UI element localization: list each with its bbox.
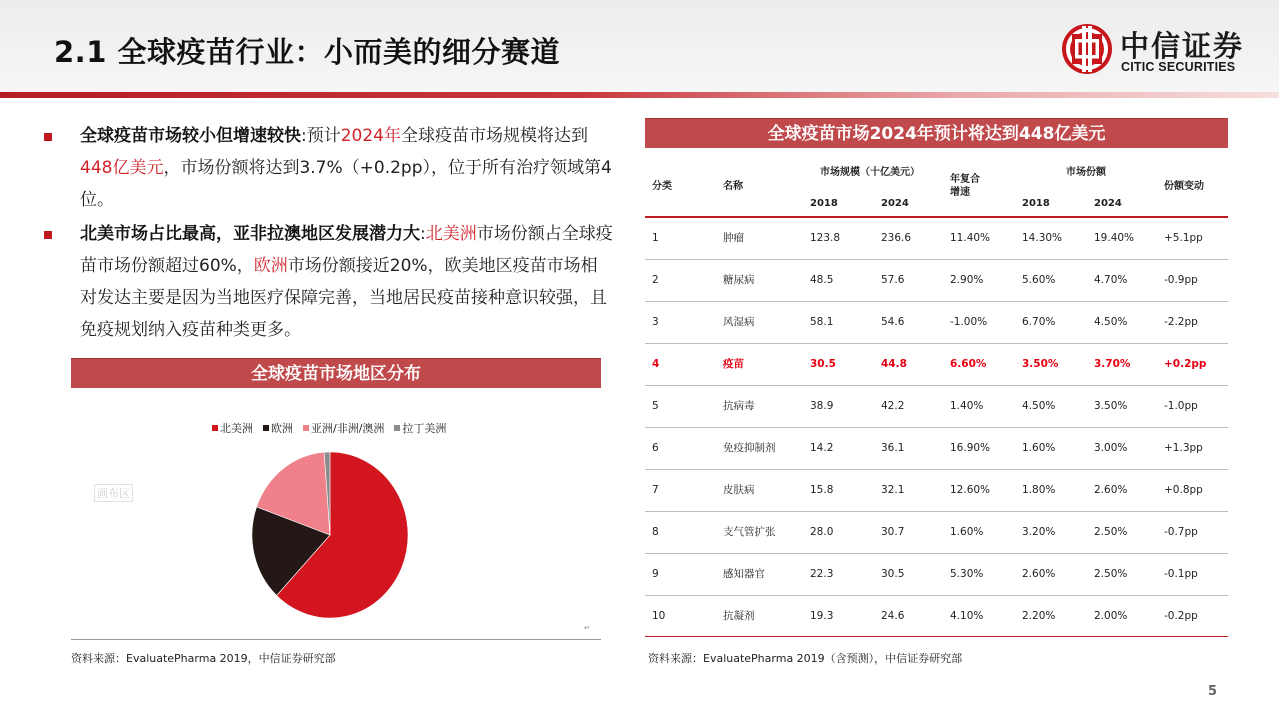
- cell-size-2024: 30.7: [881, 526, 905, 538]
- cell-share-2018: 5.60%: [1022, 274, 1056, 286]
- cell-name: 皮肤病: [723, 484, 755, 496]
- cell-share-2024: 4.70%: [1094, 274, 1128, 286]
- right-source-note: 资料来源：EvaluatePharma 2019（含预测），中信证券研究部: [648, 652, 963, 665]
- left-source-note: 资料来源：EvaluatePharma 2019，中信证券研究部: [71, 652, 336, 665]
- th-share-2018: 2018: [1022, 198, 1050, 209]
- cell-size-2018: 28.0: [810, 526, 834, 538]
- cell-share-2024: 3.50%: [1094, 400, 1128, 412]
- bullet-list: [44, 120, 614, 348]
- cell-cagr: 2.90%: [950, 274, 984, 286]
- cell-share-2018: 3.20%: [1022, 526, 1056, 538]
- cell-rank: 5: [652, 400, 659, 412]
- cell-share-change: -0.2pp: [1164, 610, 1198, 622]
- bullet-text: :预计: [301, 126, 341, 146]
- legend-label: 北美洲: [220, 422, 253, 435]
- bullet-item: [44, 120, 614, 216]
- cell-share-2024: 2.60%: [1094, 484, 1128, 496]
- cell-rank: 7: [652, 484, 659, 496]
- cell-size-2018: 22.3: [810, 568, 834, 580]
- cell-cagr: 1.40%: [950, 400, 984, 412]
- legend-item: [394, 420, 446, 436]
- cell-share-2024: 4.50%: [1094, 316, 1128, 328]
- cell-name: 疫苗: [723, 358, 744, 370]
- cell-name: 支气管扩张: [723, 526, 776, 538]
- th-share-2024: 2024: [1094, 198, 1122, 209]
- region-pie-chart: [250, 450, 410, 620]
- cell-share-2018: 1.60%: [1022, 442, 1056, 454]
- cell-share-2024: 3.00%: [1094, 442, 1128, 454]
- cell-share-2024: 3.70%: [1094, 358, 1131, 370]
- bullet-item: [44, 218, 614, 346]
- legend-label: 亚洲/非洲/澳洲: [311, 422, 385, 435]
- cell-share-2024: 2.00%: [1094, 610, 1128, 622]
- bullet-highlight: 北美洲: [425, 224, 477, 244]
- pie-legend: [212, 420, 446, 436]
- cell-share-change: +1.3pp: [1164, 442, 1203, 454]
- cell-share-2018: 1.80%: [1022, 484, 1056, 496]
- cell-size-2024: 57.6: [881, 274, 905, 286]
- table-row: [645, 218, 1228, 260]
- bullet-square-icon: [44, 133, 52, 141]
- cell-share-change: -0.7pp: [1164, 526, 1198, 538]
- th-market-share: 市场份额: [1066, 167, 1106, 178]
- legend-swatch: [394, 425, 400, 431]
- cell-cagr: 1.60%: [950, 526, 984, 538]
- bullet-highlight: 2024年: [340, 126, 401, 146]
- cell-rank: 3: [652, 316, 659, 328]
- cell-name: 感知器官: [723, 568, 765, 580]
- cell-size-2024: 30.5: [881, 568, 905, 580]
- cell-size-2018: 48.5: [810, 274, 834, 286]
- table-row: [645, 470, 1228, 512]
- th-name: 名称: [723, 181, 743, 192]
- cell-size-2024: 24.6: [881, 610, 905, 622]
- cell-rank: 4: [652, 358, 660, 370]
- cell-rank: 9: [652, 568, 659, 580]
- cell-size-2024: 42.2: [881, 400, 905, 412]
- cell-cagr: 11.40%: [950, 232, 991, 244]
- cell-cagr: 4.10%: [950, 610, 984, 622]
- th-cagr-line2: 增速: [950, 187, 970, 198]
- cell-share-2018: 14.30%: [1022, 232, 1063, 244]
- cell-size-2018: 123.8: [810, 232, 841, 244]
- bullet-text: 市场份额占全球疫苗市场份额超过60%，: [80, 224, 613, 276]
- cell-size-2018: 58.1: [810, 316, 834, 328]
- bullet-lead: 北美市场占比最高，亚非拉澳地区发展潜力大: [80, 224, 420, 244]
- pie-panel-title: 全球疫苗市场地区分布: [71, 358, 601, 388]
- cell-size-2018: 15.8: [810, 484, 834, 496]
- table-row: [645, 302, 1228, 344]
- cell-cagr: 16.90%: [950, 442, 991, 454]
- table-row: [645, 428, 1228, 470]
- cell-share-change: -0.1pp: [1164, 568, 1198, 580]
- logo-chinese-text: 中信证券: [1120, 29, 1245, 63]
- cell-share-2018: 2.20%: [1022, 610, 1056, 622]
- cell-share-2018: 2.60%: [1022, 568, 1056, 580]
- cell-share-change: -1.0pp: [1164, 400, 1198, 412]
- bullet-highlight: 448亿美元: [80, 158, 164, 178]
- cell-name: 免疫抑制剂: [723, 442, 776, 454]
- cell-name: 肿瘤: [723, 232, 744, 244]
- bullet-text: 市场份额接近20%，欧美地区疫苗市场相对发达主要是因为当地医疗保障完善，当地居民疫苗接种意识较强，且免疫规划纳入疫苗种类更多。: [80, 256, 607, 340]
- cell-rank: 2: [652, 274, 659, 286]
- cell-rank: 6: [652, 442, 659, 454]
- citic-logo-icon: [1060, 22, 1114, 76]
- table-row: [645, 554, 1228, 596]
- cell-share-change: -2.2pp: [1164, 316, 1198, 328]
- legend-item: [263, 420, 293, 436]
- cell-name: 抗凝剂: [723, 610, 755, 622]
- bullet-text: 全球疫苗市场规模将达到: [401, 126, 588, 146]
- page-number: 5: [1208, 684, 1218, 699]
- return-mark-glyph: ↵: [584, 624, 590, 632]
- bullet-square-icon: [44, 231, 52, 239]
- cell-share-change: +0.8pp: [1164, 484, 1203, 496]
- legend-label: 拉丁美洲: [402, 422, 447, 435]
- cell-rank: 8: [652, 526, 659, 538]
- legend-item: [212, 420, 253, 436]
- table-panel-title: 全球疫苗市场2024年预计将达到448亿美元: [645, 118, 1228, 148]
- cell-share-change: -0.9pp: [1164, 274, 1198, 286]
- cell-cagr: -1.00%: [950, 316, 988, 328]
- bullet-lead: 全球疫苗市场较小但增速较快: [80, 126, 301, 146]
- cell-share-change: +0.2pp: [1164, 358, 1207, 370]
- cell-rank: 10: [652, 610, 666, 622]
- canvas-watermark: 画布区: [94, 484, 133, 502]
- bullet-text: :: [420, 224, 426, 244]
- page-title: 2.1 全球疫苗行业：小而美的细分赛道: [54, 35, 560, 69]
- cell-size-2018: 19.3: [810, 610, 834, 622]
- cell-cagr: 12.60%: [950, 484, 991, 496]
- bullet-text: ，市场份额将达到3.7%（+0.2pp），位于所有治疗领域第4位。: [80, 158, 612, 210]
- cell-share-2018: 4.50%: [1022, 400, 1056, 412]
- cell-name: 糖尿病: [723, 274, 755, 286]
- table-row: [645, 260, 1228, 302]
- cell-share-2018: 3.50%: [1022, 358, 1059, 370]
- table-row: [645, 386, 1228, 428]
- bullet-highlight: 欧洲: [253, 256, 288, 276]
- header-accent-line: [0, 92, 1279, 98]
- table-row: [645, 344, 1228, 386]
- company-logo: [1060, 22, 1250, 80]
- cell-size-2018: 38.9: [810, 400, 834, 412]
- cell-size-2024: 54.6: [881, 316, 905, 328]
- legend-swatch: [212, 425, 218, 431]
- table-row: [645, 512, 1228, 554]
- cell-share-2024: 2.50%: [1094, 568, 1128, 580]
- table-row: [645, 596, 1228, 638]
- cell-size-2024: 44.8: [881, 358, 907, 370]
- legend-swatch: [303, 425, 309, 431]
- cell-cagr: 5.30%: [950, 568, 984, 580]
- cell-share-change: +5.1pp: [1164, 232, 1203, 244]
- cell-size-2024: 236.6: [881, 232, 912, 244]
- cell-size-2018: 14.2: [810, 442, 834, 454]
- cell-cagr: 6.60%: [950, 358, 987, 370]
- th-market-size: 市场规模（十亿美元）: [820, 167, 920, 178]
- logo-english-text: CITIC SECURITIES: [1121, 60, 1236, 74]
- cell-size-2018: 30.5: [810, 358, 836, 370]
- th-cagr-line1: 年复合: [950, 174, 980, 185]
- cell-share-2024: 19.40%: [1094, 232, 1135, 244]
- legend-item: [303, 420, 384, 436]
- legend-label: 欧洲: [271, 422, 293, 435]
- cell-share-2024: 2.50%: [1094, 526, 1128, 538]
- th-size-2018: 2018: [810, 198, 838, 209]
- th-rank: 分类: [652, 181, 672, 192]
- legend-swatch: [263, 425, 269, 431]
- th-share-change: 份额变动: [1164, 181, 1204, 192]
- cell-name: 抗病毒: [723, 400, 755, 412]
- cell-name: 风湿病: [723, 316, 755, 328]
- cell-rank: 1: [652, 232, 659, 244]
- cell-share-2018: 6.70%: [1022, 316, 1056, 328]
- th-size-2024: 2024: [881, 198, 909, 209]
- cell-size-2024: 36.1: [881, 442, 905, 454]
- cell-size-2024: 32.1: [881, 484, 905, 496]
